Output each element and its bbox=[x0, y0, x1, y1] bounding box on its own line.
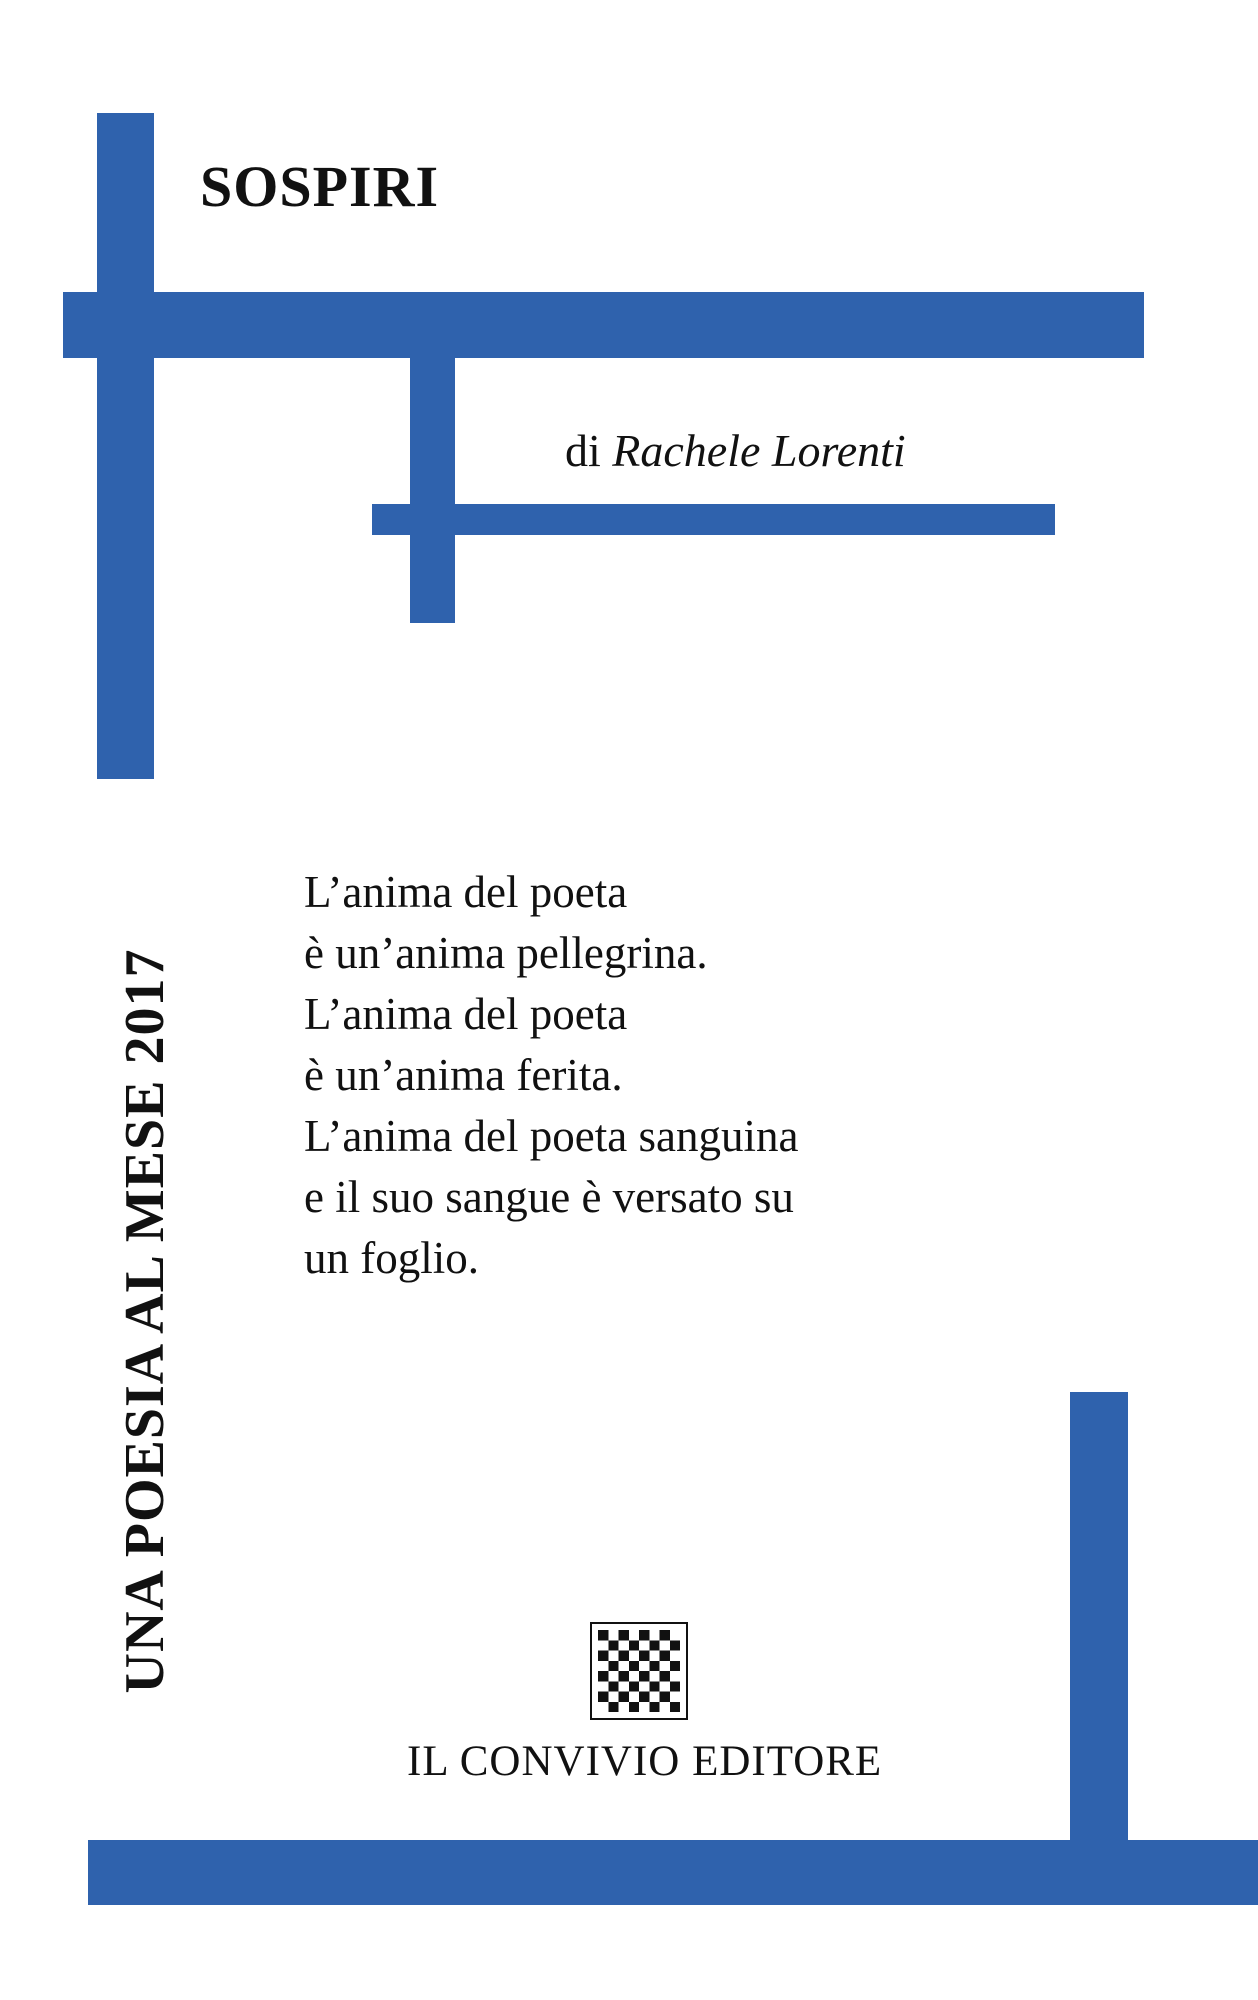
poem-line: è un’anima pellegrina. bbox=[304, 928, 708, 978]
bar-bottom-horizontal bbox=[88, 1840, 1258, 1905]
checker-square bbox=[670, 1640, 680, 1650]
bar-top-horizontal bbox=[63, 292, 1144, 358]
checker-square bbox=[608, 1640, 618, 1650]
checkerboard-pattern bbox=[598, 1630, 680, 1712]
checker-square bbox=[598, 1671, 608, 1681]
book-title: SOSPIRI bbox=[200, 154, 440, 219]
checker-square bbox=[649, 1681, 659, 1691]
byline-prefix: di bbox=[565, 425, 601, 476]
bar-inner-vertical bbox=[410, 358, 455, 623]
checker-square bbox=[598, 1630, 608, 1640]
poem-line: L’anima del poeta bbox=[304, 989, 628, 1039]
checker-square bbox=[619, 1671, 629, 1681]
checker-square bbox=[629, 1640, 639, 1650]
checker-square bbox=[649, 1640, 659, 1650]
checker-square bbox=[660, 1630, 670, 1640]
checker-square bbox=[639, 1630, 649, 1640]
byline bbox=[565, 425, 906, 476]
publisher-name: IL CONVIVIO EDITORE bbox=[407, 1738, 883, 1785]
checker-square bbox=[598, 1651, 608, 1661]
poem-line: e il suo sangue è versato su bbox=[304, 1172, 794, 1222]
checker-square bbox=[670, 1681, 680, 1691]
checkerboard-logo-icon bbox=[590, 1622, 688, 1720]
bar-inner-horizontal bbox=[372, 504, 1055, 535]
checker-square bbox=[608, 1702, 618, 1712]
bar-left-vertical bbox=[97, 113, 154, 779]
checker-square bbox=[619, 1651, 629, 1661]
checker-square bbox=[629, 1681, 639, 1691]
checker-square bbox=[660, 1651, 670, 1661]
poem-line: L’anima del poeta sanguina bbox=[304, 1111, 799, 1161]
checker-square bbox=[619, 1692, 629, 1702]
checker-square bbox=[598, 1692, 608, 1702]
checker-square bbox=[608, 1681, 618, 1691]
checker-square bbox=[619, 1630, 629, 1640]
checker-square bbox=[639, 1671, 649, 1681]
checker-square bbox=[629, 1702, 639, 1712]
checker-square bbox=[670, 1702, 680, 1712]
poem bbox=[304, 862, 798, 1289]
poem-line: è un’anima ferita. bbox=[304, 1050, 623, 1100]
checker-square bbox=[639, 1651, 649, 1661]
checker-square bbox=[608, 1661, 618, 1671]
checker-square bbox=[660, 1692, 670, 1702]
checker-square bbox=[629, 1661, 639, 1671]
checker-square bbox=[660, 1671, 670, 1681]
checker-square bbox=[649, 1661, 659, 1671]
series-title: UNA POESIA AL MESE 2017 bbox=[114, 948, 176, 1694]
checker-square bbox=[670, 1661, 680, 1671]
bar-right-vertical bbox=[1070, 1392, 1128, 1902]
author-name: Rachele Lorenti bbox=[612, 425, 906, 476]
poem-line: un foglio. bbox=[304, 1233, 479, 1283]
checker-square bbox=[639, 1692, 649, 1702]
poem-line: L’anima del poeta bbox=[304, 867, 628, 917]
checker-square bbox=[649, 1702, 659, 1712]
